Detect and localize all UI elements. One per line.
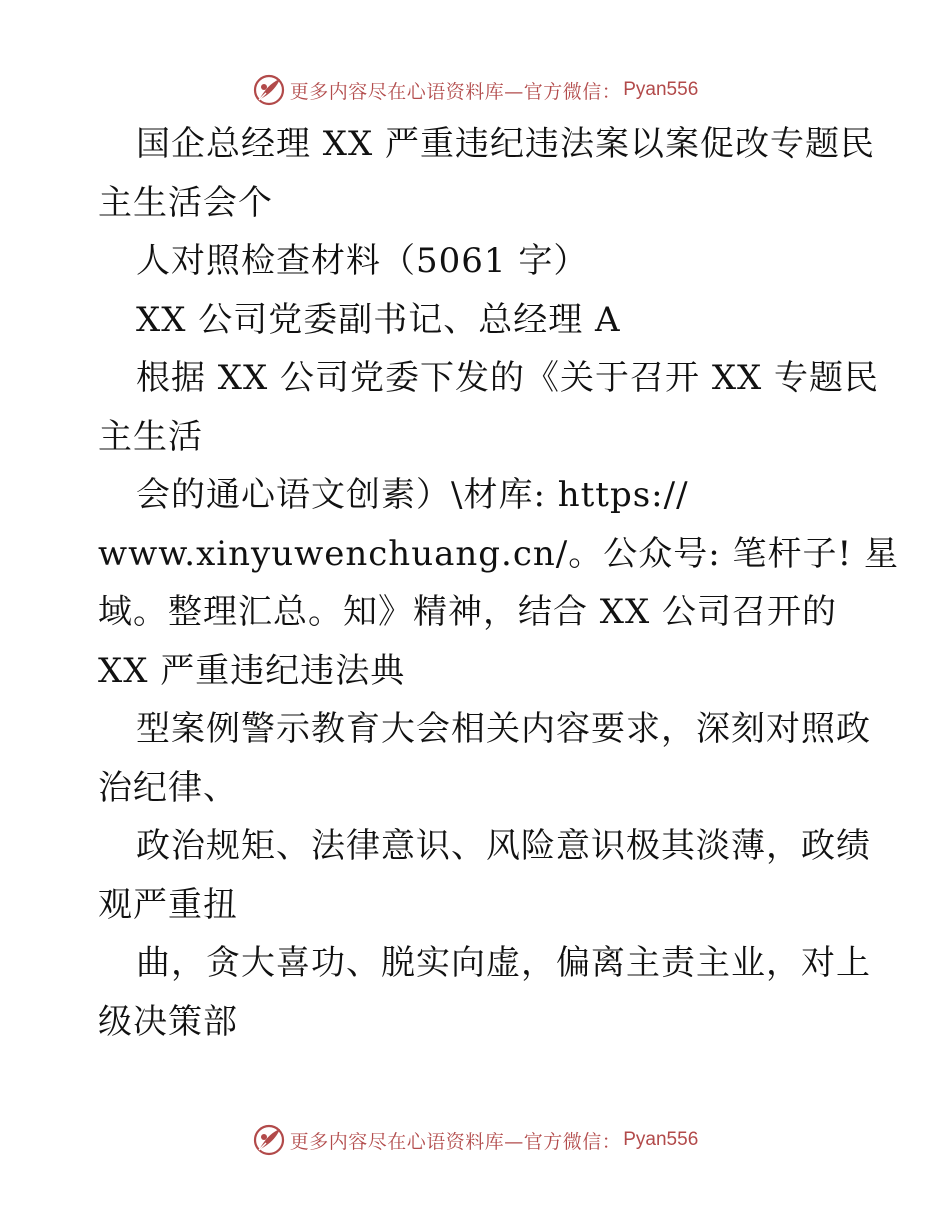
text-line: 国企总经理 XX 严重违纪违法案以案促改专题民 bbox=[136, 124, 876, 164]
watermark-text: 更多内容尽在心语资料库—官方微信： bbox=[289, 1130, 622, 1153]
text-line: 治纪律、 bbox=[98, 767, 238, 808]
watermark-wechat-id: Pyan556 bbox=[623, 79, 699, 100]
text-line: 会的通心语文创素）\材库: https:// bbox=[136, 475, 689, 515]
text-line: 主生活会个 bbox=[98, 182, 273, 223]
text-line: 主生活 bbox=[98, 416, 203, 457]
text-line: XX 严重违纪违法典 bbox=[98, 650, 406, 691]
document-body bbox=[98, 115, 899, 1051]
text-line: 级决策部 bbox=[98, 1001, 238, 1042]
text-line: 观严重扭 bbox=[98, 884, 238, 925]
text-line: 型案例警示教育大会相关内容要求，深刻对照政 bbox=[136, 709, 871, 749]
watermark-footer bbox=[0, 1120, 950, 1160]
text-line: 根据 XX 公司党委下发的《关于召开 XX 专题民 bbox=[136, 358, 880, 398]
text-line: XX 公司党委副书记、总经理 A bbox=[136, 299, 621, 340]
watermark-wechat-id: Pyan556 bbox=[623, 1129, 699, 1150]
text-line: 人对照检查材料（5061 字） bbox=[136, 241, 589, 281]
text-line: www.xinyuwenchuang.cn/。公众号: 笔杆子! 星 bbox=[98, 533, 899, 574]
text-line: 曲，贪大喜功、脱实向虚，偏离主责主业，对上 bbox=[136, 943, 871, 983]
text-line: 政治规矩、法律意识、风险意识极其淡薄，政绩 bbox=[136, 826, 871, 866]
feather-quill-logo-icon bbox=[252, 1123, 286, 1157]
watermark-text: 更多内容尽在心语资料库—官方微信： bbox=[289, 80, 622, 103]
watermark-header bbox=[0, 70, 950, 110]
text-line: 域。整理汇总。知》精神，结合 XX 公司召开的 bbox=[98, 592, 838, 632]
feather-quill-logo-icon bbox=[252, 73, 286, 107]
